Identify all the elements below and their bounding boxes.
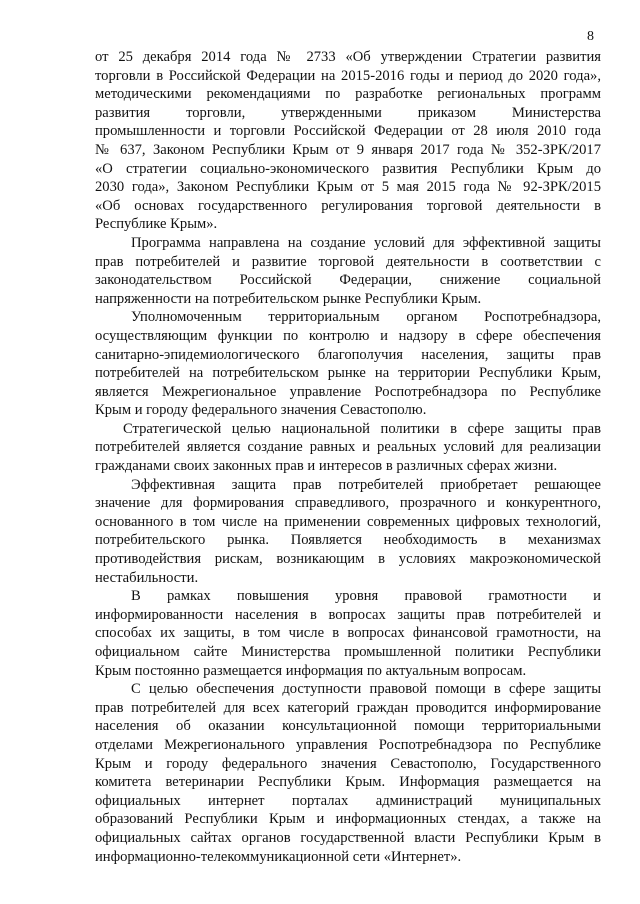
text-line: В рамках повышения уровня правовой грамотности и: [131, 588, 601, 605]
text-line: информационно-телекоммуникационной сети «Интернет».: [95, 848, 462, 865]
text-line: № 637, Законом Республики Крым от 9 января 2017 года № 352-ЗРК/2017: [95, 141, 601, 158]
text-line: прав потребителей и развитие торговой деятельности в соответствии с: [95, 253, 601, 270]
text-line: торговли в Российской Федерации на 2015-2016 годы и период до 2020 года»,: [95, 67, 601, 84]
text-line: развития торговли, утвержденными приказом Министерства: [95, 104, 601, 121]
text-line: Программа направлена на создание условий для эффективной защиты: [131, 234, 601, 251]
paragraph: [95, 476, 601, 588]
text-line: 2030 года», Законом Республики Крым от 5 мая 2015 года № 92-ЗРК/2015: [95, 179, 601, 196]
paragraph: [95, 420, 601, 476]
text-line: способах их защиты, в том числе в вопросах финансовой грамотности, на: [95, 625, 601, 642]
text-line: «О стратегии социально-экономического развития Республики Крым до: [95, 160, 601, 177]
text-line: Стратегической целью национальной политики в сфере защиты прав: [123, 420, 601, 437]
document-body: [95, 48, 601, 866]
text-line: информированности населения в вопросах защиты прав потребителей и: [95, 606, 601, 623]
text-line: законодательством Российской Федерации, снижение социальной: [95, 272, 601, 289]
text-line: противодействия рискам, возникающим в условиях макроэкономической: [95, 551, 601, 568]
text-line: Уполномоченным территориальным органом Роспотребнадзора,: [131, 309, 601, 326]
text-line: является Межрегиональное управление Роспотребнадзора по Республике: [95, 383, 601, 400]
text-line: комитета ветеринарии Республики Крым. Информация размещается на: [95, 774, 601, 791]
text-line: С целью обеспечения доступности правовой помощи в сфере защиты: [131, 681, 601, 698]
paragraph: [95, 587, 601, 680]
text-line: потребительского рынка. Появляется необходимость в механизмах: [95, 532, 601, 549]
text-line: Крым и городу федерального значения Севастополю.: [95, 402, 427, 419]
text-line: промышленности и торговли Российской Федерации от 28 июля 2010 года: [95, 123, 601, 140]
text-line: отделами Межрегионального управления Роспотребнадзора по Республике: [95, 736, 601, 753]
text-line: напряженности на потребительском рынке Республики Крым.: [95, 290, 482, 307]
paragraph: [95, 308, 601, 420]
text-line: Эффективная защита прав потребителей приобретает решающее: [131, 476, 601, 493]
paragraph: [95, 680, 601, 866]
text-line: осуществляющим функции по контролю и надзору в сфере обеспечения: [95, 327, 601, 344]
text-line: Крым постоянно размещается информация по актуальным вопросам.: [95, 662, 527, 679]
text-line: основанного в том числе на применении современных цифровых технологий,: [95, 513, 601, 530]
text-line: официальных сайтах органов государственной власти Республики Крым в: [95, 829, 601, 846]
text-line: официальных интернет порталах администраций муниципальных: [95, 792, 601, 809]
text-line: населения об оказании консультационной помощи территориальными: [95, 718, 601, 735]
text-line: потребителей является создание равных и реальных условий для реализации: [95, 439, 601, 456]
paragraph: [95, 234, 601, 308]
text-line: официальном сайте Министерства промышленной политики Республики: [95, 644, 601, 660]
text-line: значение для формирования справедливого, прозрачного и конкурентного,: [95, 495, 601, 512]
text-line: Республике Крым».: [95, 216, 218, 233]
text-line: «Об основах государственного регулирования торговой деятельности в: [95, 197, 601, 214]
page-number: 8: [587, 29, 594, 44]
text-line: методическими рекомендациями по разработке региональных программ: [95, 86, 601, 103]
paragraph: [95, 48, 601, 234]
text-line: гражданами своих законных прав и интересов в различных сферах жизни.: [95, 458, 558, 475]
text-line: санитарно-эпидемиологического благополучия населения, защиты прав: [95, 346, 601, 363]
text-line: потребителей на потребительском рынке на территории Республики Крым,: [95, 365, 601, 382]
text-line: прав потребителей для всех категорий граждан проводится информирование: [95, 699, 601, 716]
text-line: от 25 декабря 2014 года № 2733 «Об утверждении Стратегии развития: [95, 49, 601, 65]
text-line: нестабильности.: [95, 569, 199, 586]
text-line: Крым и городу федерального значения Севастополю, Государственного: [95, 755, 601, 772]
text-line: образований Республики Крым и информационных стендах, а также на: [95, 811, 601, 828]
